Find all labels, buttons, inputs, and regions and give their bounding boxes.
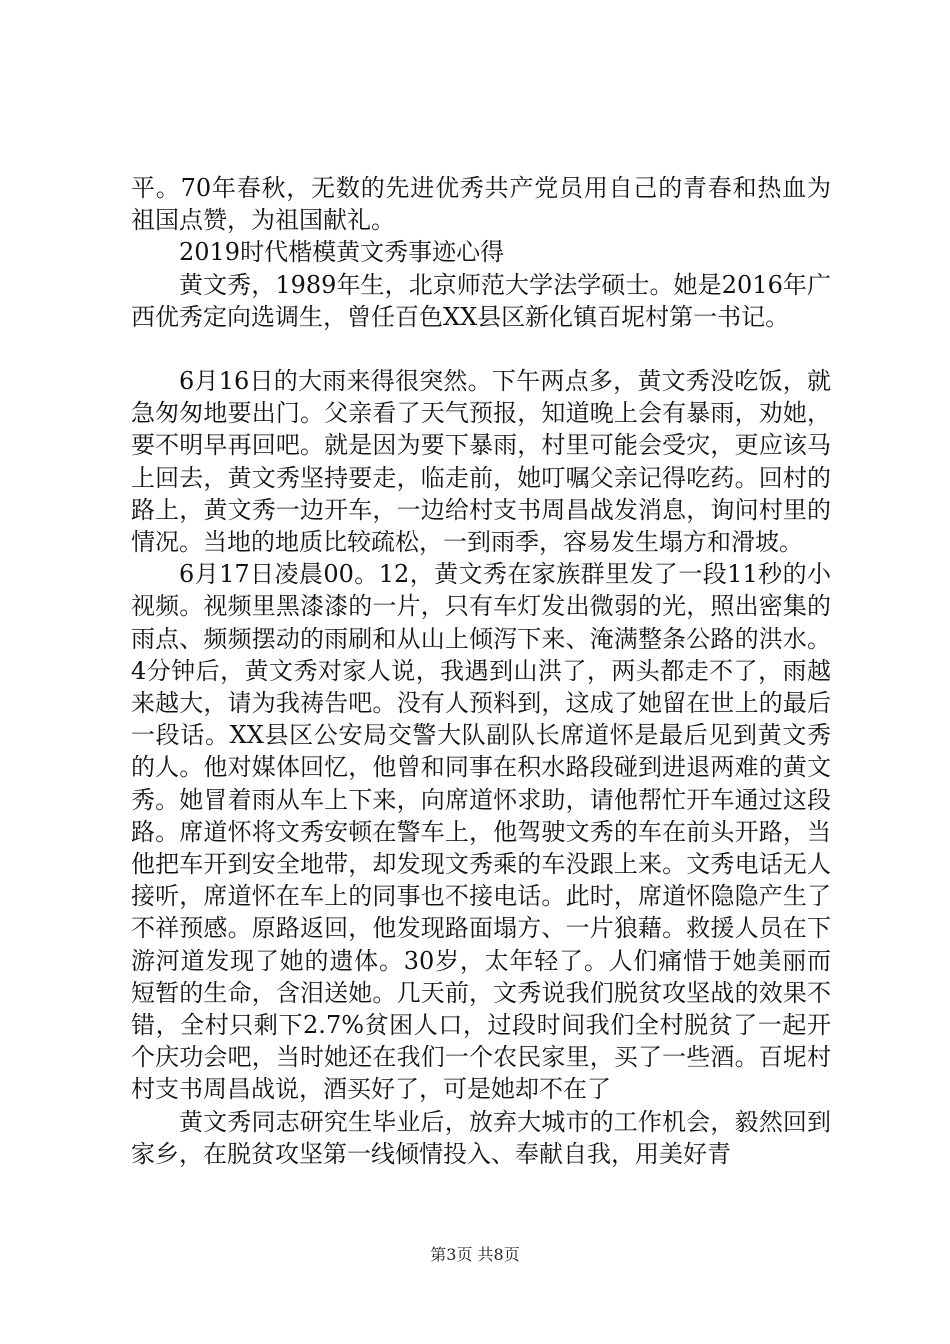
section-heading: 2019时代楷模黄文秀事迹心得	[179, 238, 505, 267]
paragraph-intro: 黄文秀，1989年生，北京师范大学法学硕士。她是2016年广西优秀定向选调生，曾任百色XX县区新化镇百坭村第一书记。	[131, 270, 831, 331]
paragraph-june-17: 6月17日凌晨00。12，黄文秀在家族群里发了一段11秒的小视频。视频里黑漆漆的一片，只有车灯发出微弱的光，照出密集的雨点、频频摆动的雨刷和从山上倾泻下来、淹满整条公路的洪水。4分钟后，黄文秀对家人说，我遇到山洪了，两头都走不了，雨越来越大，请为我祷告吧。没有人预料到，这成了她留在世上的最后一段话。XX县区公安局交警大队副队长席道怀是最后见到黄文秀的人。他对媒体回忆，他曾和同事在积水路段碰到进退两难的黄文秀。她冒着雨从车上下来，向席道怀求助，请他帮忙开车通过这段路。席道怀将文秀安顿在警车上，他驾驶文秀的车在前头开路，当他把车开到安全地带，却发现文秀乘的车没跟上来。文秀电话无人接听，席道怀在车上的同事也不接电话。此时，席道怀隐隐产生了不祥预感。原路返回，他发现路面塌方、一片狼藉。救援人员在下游河道发现了她的遗体。30岁，太年轻了。人们痛惜于她美丽而短暂的生命，含泪送她。几天前，文秀说我们脱贫攻坚战的效果不错，全村只剩下2.7%贫困人口，过段时间我们全村脱贫了一起开个庆功会吧，当时她还在我们一个农民家里，买了一些酒。百坭村村支书周昌战说，酒买好了，可是她却不在了	[131, 560, 831, 1104]
paragraph-closing: 黄文秀同志研究生毕业后，放弃大城市的工作机会，毅然回到家乡，在脱贫攻坚第一线倾情投入、奉献自我，用美好青	[131, 1107, 831, 1168]
blank-line-spacer	[131, 333, 831, 365]
page-footer: 第3页 共8页	[430, 1245, 520, 1264]
paragraph-june-16: 6月16日的大雨来得很突然。下午两点多，黄文秀没吃饭，就急匆匆地要出门。父亲看了天气预报，知道晚上会有暴雨，劝她，要不明早再回吧。就是因为要下暴雨，村里可能会受灾，更应该马上回去，黄文秀坚持要走，临走前，她叮嘱父亲记得吃药。回村的路上，黄文秀一边开车，一边给村支书周昌战发消息，询问村里的情况。当地的地质比较疏松，一到雨季，容易发生塌方和滑坡。	[131, 367, 831, 557]
paragraph-continuation: 平。70年春秋，无数的先进优秀共产党员用自己的青春和热血为祖国点赞，为祖国献礼。	[131, 174, 831, 235]
document-body	[131, 172, 831, 1170]
